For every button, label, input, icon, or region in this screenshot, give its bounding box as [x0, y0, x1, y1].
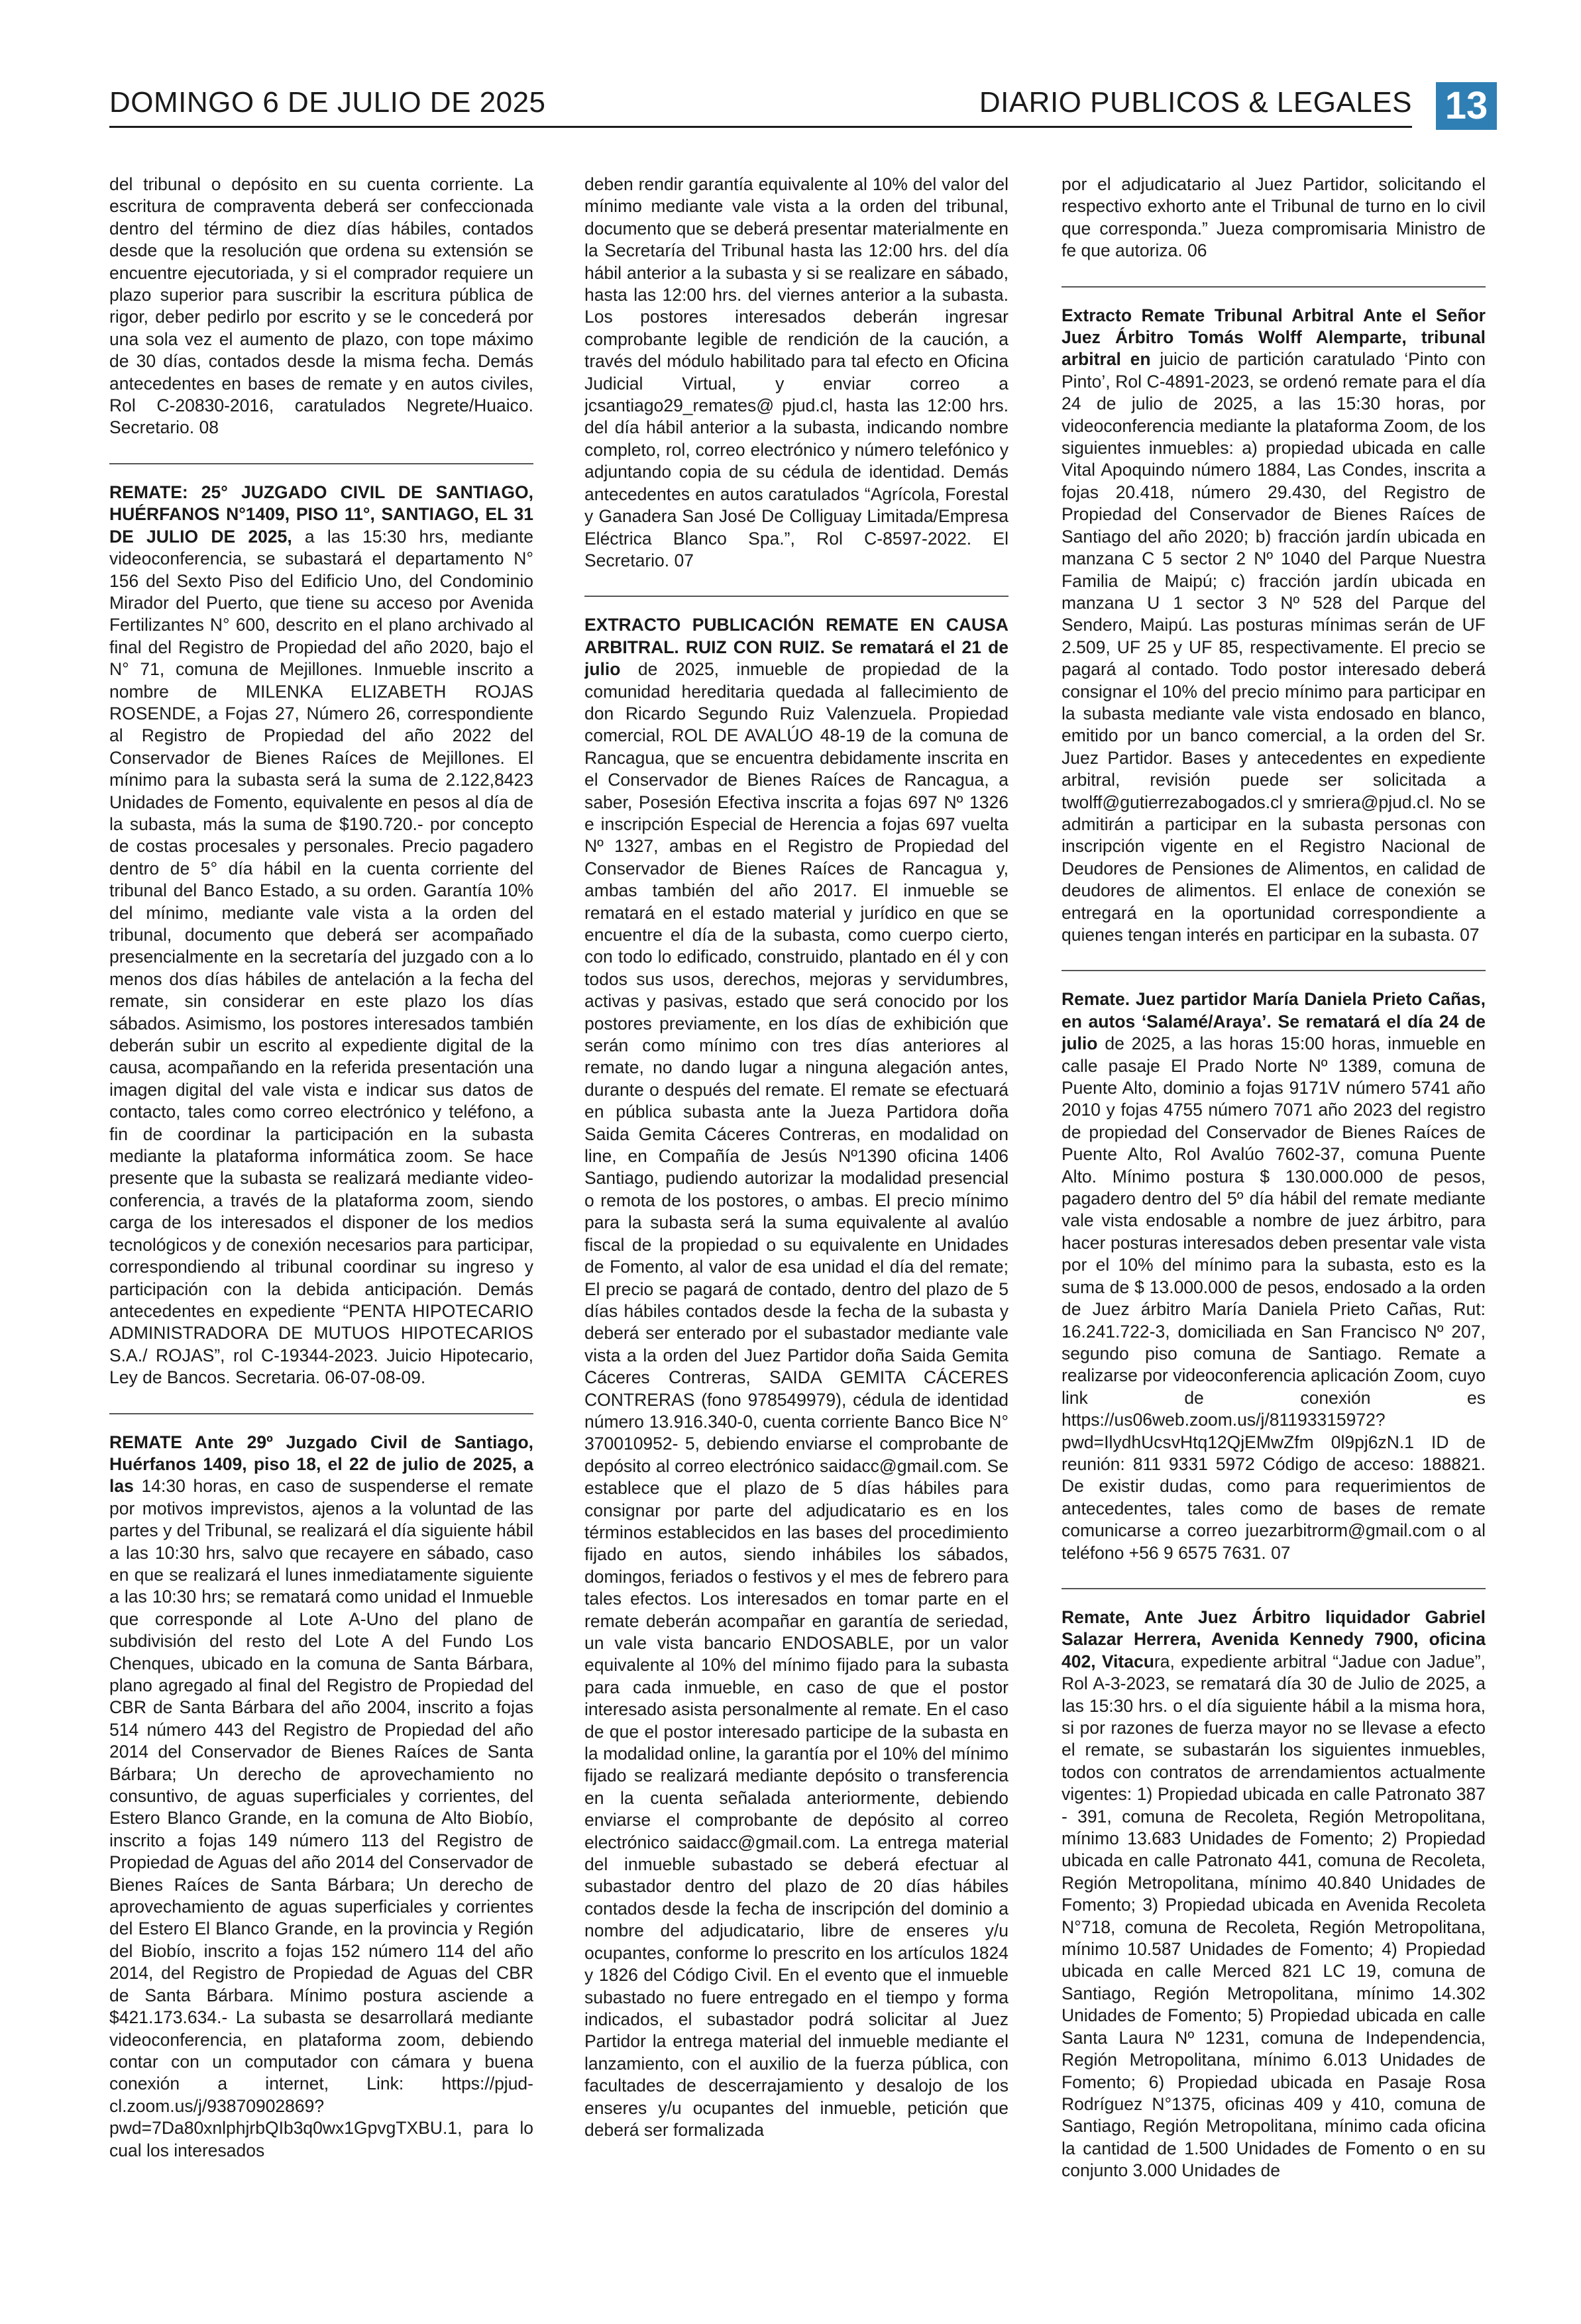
notice-body: de 2025, a las horas 15:00 horas, inmueble en calle pasaje El Prado Norte Nº 1389, comuna de Puente Alto, dominio a fojas 9171V número 5741 año 2010 y fojas 4755 número 7071 año 2023 del registro de propiedad del Conservador de Bienes Raíces de Puente Alto, Rol Avalúo 7602-37, comuna Puente Alto. Mínimo postura $ 130.000.000 de pesos, pagadero dentro del 5º día hábil del remate mediante vale vista endosable a nombre de juez árbitro, para hacer posturas interesados deben presentar vale vista por el 10% del mínimo para la subasta, esto es la suma de $ 13.000.000 de pesos, endosado a la orden de Juez árbitro María Daniela Prieto Cañas, Rut: 16.241.722-3, domiciliada en San Francisco Nº 207, segundo piso comuna de Santiago. Remate a realizarse por videoconferencia aplicación Zoom, cuyo link de conexión es https://us06web.zoom.us/j/81193315972?pwd=IlydhUcsvHtq12QjEMwZfm 0l9pj6zN.1 ID de reunión: 811 9331 5972 Código de acceso: 188821. De existir dudas, como para requerimientos de antecedentes, tales como de bases de remate comunicarse a correo juezarbitrorm@gmail.com o al teléfono +56 9 6575 7631. 07	[1062, 1033, 1486, 1563]
notice	[1062, 174, 1486, 262]
page-number-badge: 13	[1436, 82, 1497, 130]
page-header	[109, 79, 1497, 134]
notice-separator	[109, 1413, 533, 1414]
notice-body: del tribunal o depósito en su cuenta corriente. La escritura de compraventa deberá ser confeccionada dentro del término de diez días hábiles, contados desde que la resolución que ordena su extensión se encuentre ejecutoriada, y si el comprador requiere un plazo superior para suscribir la escritura pública de rigor, deber pedirlo por escrito y se le concederá por una sola vez el aumento de plazo, con tope máximo de 30 días, contados desde la misma fecha. Demás antecedentes en bases de remate y en autos civiles, Rol C-20830-2016, caratulados Negrete/Huaico. Secretario. 08	[109, 174, 533, 438]
notice-lead: REMATE Ante 29º Juzgado Civil de Santiago, Huérfanos 1409, piso 18, el 22 de julio de 2025, a las	[109, 1432, 533, 1497]
column-1	[109, 174, 533, 2294]
notice-separator	[1062, 1588, 1486, 1589]
issue-date: DOMINGO 6 DE JULIO DE 2025	[109, 86, 546, 119]
notice-separator	[1062, 286, 1486, 288]
notice	[1062, 1607, 1486, 2182]
notice-lead: Remate. Juez partidor María Daniela Prieto Cañas, en autos ‘Salamé/Araya’. Se rematará el día 24 de julio	[1062, 989, 1486, 1054]
notice	[109, 174, 533, 439]
notice	[1062, 988, 1486, 1564]
column-3	[1062, 174, 1486, 2294]
publication-title: DIARIO PUBLICOS & LEGALES	[979, 86, 1412, 119]
notice-lead: Remate, Ante Juez Árbitro liquidador Gabriel Salazar Herrera, Avenida Kennedy 7900, oficina 402, Vitacu	[1062, 1607, 1486, 1671]
notice-body: ra, expediente arbitral “Jadue con Jadue”, Rol A-3-2023, se rematará día 30 de Julio de 2025, a las 15:30 hrs. o el día siguiente hábil a la misma hora, si por razones de fuerza mayor no se llevase a efecto el remate, se subastarán los siguientes inmuebles, todos con contratos de arrendamientos actualmente vigentes: 1) Propiedad ubicada en calle Patronato 387 - 391, comuna de Recoleta, Región Metropolitana, mínimo 13.683 Unidades de Fomento; 2) Propiedad ubicada en calle Patronato 441, comuna de Recoleta, Región Metropolitana, mínimo 40.840 Unidades de Fomento; 3) Propiedad ubicada en Avenida Recoleta N°718, comuna de Recoleta, Región Metropolitana, mínimo 10.587 Unidades de Fomento; 4) Propiedad ubicada en calle Merced 821 LC 19, comuna de Santiago, Región Metropolitana, mínimo 14.302 Unidades de Fomento; 5) Propiedad ubicada en calle Santa Laura Nº 1231, comuna de Independencia, Región Metropolitana, mínimo 6.013 Unidades de Fomento; 6) Propiedad ubicada en Pasaje Rosa Rodríguez N°1375, oficinas 409 y 410, comuna de Santiago, Región Metropolitana, mínimo cada oficina la cantidad de 1.500 Unidades de Fomento o en su conjunto 3.000 Unidades de	[1062, 1651, 1486, 2181]
notice	[584, 174, 1009, 572]
notice-body: 14:30 horas, en caso de suspenderse el remate por motivos imprevistos, ajenos a la voluntad de las partes y del Tribunal, se realizará el día siguiente hábil a las 10:30 hrs, salvo que recayere en sábado, caso en que se realizará el lunes inmediatamente siguiente a las 10:30 hrs; se rematará como unidad el Inmueble que corresponde al Lote A-Uno del plano de subdivisión del resto del Lote A del Fundo Los Chenques, ubicado en la comuna de Santa Bárbara, plano agregado al final del Registro de Propiedad del CBR de Santa Bárbara del año 2004, inscrito a fojas 514 número 443 del Registro de Propiedad del año 2014 del Conservador de Bienes Raíces de Santa Bárbara; Un derecho de aprovechamiento no consuntivo, de aguas superficiales y corrientes, del Estero Blanco Grande, en la comuna de Alto Biobío, inscrito a fojas 149 número 113 del Registro de Propiedad de Aguas del año 2014 del Conservador de Bienes Raíces de Santa Bárbara; Un derecho de aprovechamiento de aguas superficiales y corrientes del Estero El Blanco Grande, en la provincia y Región del Biobío, inscrito a fojas 152 número 114 del año 2014, del Registro de Propiedad de Aguas del CBR de Santa Bárbara. Mínimo postura asciende a $421.173.634.- La subasta se desarrollará mediante videoconferencia, en plataforma zoom, debiendo contar con un computador con cámara y buena conexión a internet, Link: https://pjud-cl.zoom.us/j/93870902869?pwd=7Da80xnlphjrbQIb3q0wx1GpvgTXBU.1, para lo cual los interesados	[109, 1476, 533, 2160]
notice-body: a las 15:30 hrs, mediante videoconferencia, se subastará el departamento N° 156 del Sexto Piso del Edificio Uno, del Condominio Mirador del Puerto, que tiene su acceso por Avenida Fertilizantes N° 600, descrito en el plano archivado al final del Registro de Propiedad del año 2020, bajo el N° 71, comuna de Mejillones. Inmueble inscrito a nombre de MILENKA ELIZABETH ROJAS ROSENDE, a Fojas 27, Número 26, correspondiente al Registro de Propiedad del año 2022 del Conservador de Bienes Raíces de Mejillones. El mínimo para la subasta será la suma de 2.122,8423 Unidades de Fomento, equivalente en pesos al día de la subasta, más la suma de $190.720.- por concepto de costas procesales y personales. Precio pagadero dentro de 5° día hábil en la cuenta corriente del tribunal del Banco Estado, a su orden. Garantía 10% del mínimo, mediante vale vista a la orden del tribunal, documento que deberá ser acompañado presencialmente en la secretaría del juzgado con a lo menos dos días hábiles de antelación a la fecha del remate, sin considerar en este plazo los días sábados. Asimismo, los postores interesados también deberán subir un escrito al expediente digital de la causa, acompañando en la referida presentación una imagen digital del vale vista e indicar sus datos de contacto, tales como correo electrónico y teléfono, a fin de coordinar la participación en la subasta mediante la plataforma informática zoom. Se hace presente que la subasta se realizará mediante video- conferencia, a través de la plataforma zoom, siendo carga de los interesados el disponer de los medios tecnológicos y de conexión necesarios para participar, correspondiendo al tribunal coordinar su ingreso y participación con la debida anticipación. Demás antecedentes en expediente “PENTA HIPOTECARIO ADMINISTRADORA DE MUTUOS HIPOTECARIOS S.A./ ROJAS”, rol C-19344-2023. Juicio Hipotecario, Ley de Bancos. Secretaria. 06-07-08-09.	[109, 526, 533, 1388]
notice	[1062, 305, 1486, 947]
notice-lead: EXTRACTO PUBLICACIÓN REMATE EN CAUSA ARBITRAL. RUIZ CON RUIZ. Se rematará el 21 de julio	[584, 615, 1009, 680]
notice-lead: REMATE: 25° JUZGADO CIVIL DE SANTIAGO, HUÉRFANOS N°1409, PISO 11°, SANTIAGO, EL 31 DE JULIO DE 2025,	[109, 482, 533, 547]
notice-separator	[584, 596, 1009, 597]
column-2	[584, 174, 1009, 2294]
notice-lead: Extracto Remate Tribunal Arbitral Ante el Señor Juez Árbitro Tomás Wolff Alemparte, tribunal arbitral en	[1062, 305, 1486, 370]
notice	[109, 482, 533, 1389]
notice	[109, 1432, 533, 2162]
notice-body: juicio de partición caratulado ‘Pinto con Pinto’, Rol C-4891-2023, se ordenó remate para el día 24 de julio de 2025, a las 15:30 horas, por videoconferencia mediante la plataforma Zoom, de los siguientes inmuebles: a) propiedad ubicada en calle Vital Apoquindo número 1884, Las Condes, inscrita a fojas 20.418, número 29.430, del Registro de Propiedad del Conservador de Bienes Raíces de Santiago del año 2020; b) fracción jardín ubicada en manzana C 5 sector 2 Nº 1040 del Parque Nuestra Familia de Maipú; c) fracción jardín ubicada en manzana U 1 sector 3 Nº 528 del Parque del Sendero, Maipú. Las posturas mínimas serán de UF 2.509, UF 25 y UF 85, respectivamente. El precio se pagará al contado. Todo postor interesado deberá consignar el 10% del precio mínimo para participar en la subasta mediante vale vista endosado en blanco, emitido por un banco comercial, a la orden del Sr. Juez Partidor. Bases y antecedentes en expediente arbitral, revisión puede ser solicitada a twolff@gutierrezabogados.cl y smriera@pjud.cl. No se admitirán a participar en la subasta personas con inscripción vigente en el Registro Nacional de Deudores de Pensiones de Alimentos, en calidad de deudores de alimentos. El enlace de conexión se entregará en la oportunidad correspondiente a quienes tengan interés en participar en la subasta. 07	[1062, 349, 1486, 945]
notice-body: de 2025, inmueble de propiedad de la comunidad hereditaria quedada al fallecimiento de don Ricardo Segundo Ruiz Valenzuela. Propiedad comercial, ROL DE AVALÚO 48-19 de la comuna de Rancagua, que se encuentra debidamente inscrita en el Conservador de Bienes Raíces de Rancagua, a saber, Posesión Efectiva inscrita a fojas 697 Nº 1326 e inscripción Especial de Herencia a fojas 697 vuelta Nº 1327, ambas en el Registro de Propiedad del Conservador de Bienes Raíces de Rancagua y, ambas también del año 2017. El inmueble se rematará en el estado material y jurídico en que se encuentre el día de la subasta, como cuerpo cierto, con todo lo edificado, construido, plantado en él y con todos sus usos, derechos, mejoras y servidumbres, activas y pasivas, estado que será conocido por los postores previamente, en los días de exhibición que serán como mínimo con tres días anteriores al remate, no dando lugar a ninguna alegación antes, durante o después del remate. El remate se efectuará en pública subasta ante la Jueza Partidora doña Saida Gemita Cáceres Contreras, en modalidad on line, en Compañía de Jesús Nº1390 oficina 1406 Santiago, pudiendo autorizar la modalidad presencial o remota de los postores, o ambas. El precio mínimo para la subasta será la suma equivalente al avalúo fiscal de la propiedad o su equivalente en Unidades de Fomento, al valor de esa unidad el día del remate; El precio se pagará de contado, dentro del plazo de 5 días hábiles contados desde la fecha de la subasta y deberá ser enterado por el subastador mediante vale vista a la orden del Juez Partidor doña Saida Gemita Cáceres Contreras, SAIDA GEMITA CÁCERES CONTRERAS (fono 978549979), cédula de identidad número 13.916.340-0, cuenta corriente Banco Bice N° 370010952- 5, debiendo enviarse el comprobante de depósito al correo electrónico saidacc@gmail.com. Se establece que el plazo de 5 días hábiles para consignar por parte del adjudicatario es en los términos establecidos en las bases del procedimiento fijado en autos, siendo inhábiles los sábados, domingos, feriados o festivos y el mes de febrero para tales efectos. Los interesados en tomar parte en el remate deberán acompañar en garantía de seriedad, un vale vista bancario ENDOSABLE, por un valor equivalente al 10% del mínimo fijado para la subasta para cada inmueble, en caso de que el postor interesado asista personalmente al remate. En el caso de que el postor interesado participe de la subasta en la modalidad online, la garantía por el 10% del mínimo fijado se realizará mediante depósito o transferencia en la cuenta señalada anteriormente, debiendo enviarse el comprobante de depósito al correo electrónico saidacc@gmail.com. La entrega material del inmueble subastado se deberá efectuar al subastador dentro del plazo de 20 días hábiles contados desde la fecha de inscripción del dominio a nombre del adjudicatario, libre de enseres y/u ocupantes, conforme lo prescrito en los artículos 1824 y 1826 del Código Civil. En el evento que el inmueble subastado no fuere entregado en el tiempo y forma indicados, el subastador podrá solicitar al Juez Partidor la entrega material del inmueble mediante el lanzamiento, con el auxilio de la fuerza pública, con facultades de descerrajamiento y desalojo de los enseres y/u ocupantes del inmueble, petición que deberá ser formalizada	[584, 659, 1009, 2140]
notice-body: por el adjudicatario al Juez Partidor, solicitando el respectivo exhorto ante el Tribunal de turno en lo civil que corresponda.” Jueza compromisaria Ministro de fe que autoriza. 06	[1062, 174, 1486, 261]
notice	[584, 614, 1009, 2141]
notice-separator	[109, 463, 533, 464]
notice-separator	[1062, 970, 1486, 971]
header-rule	[109, 126, 1412, 128]
notice-body: deben rendir garantía equivalente al 10% del valor del mínimo mediante vale vista a la orden del tribunal, documento que se deberá presentar materialmente en la Secretaría del Tribunal hasta las 12:00 hrs. del día hábil anterior a la subasta y si se realizare en sábado, hasta las 12:00 hrs. del viernes anterior a la subasta. Los postores interesados deberán ingresar comprobante legible de rendición de la caución, a través del módulo habilitado para tal efecto en Oficina Judicial Virtual, y enviar correo a jcsantiago29_remates@ pjud.cl, hasta las 12:00 hrs. del día hábil anterior a la subasta, indicando nombre completo, rol, correo electrónico y número telefónico y adjuntando copia de su cédula de identidad. Demás antecedentes en autos caratulados “Agrícola, Forestal y Ganadera San José De Colliguay Limitada/Empresa Eléctrica Blanco Spa.”, Rol C-8597-2022. El Secretario. 07	[584, 174, 1009, 570]
